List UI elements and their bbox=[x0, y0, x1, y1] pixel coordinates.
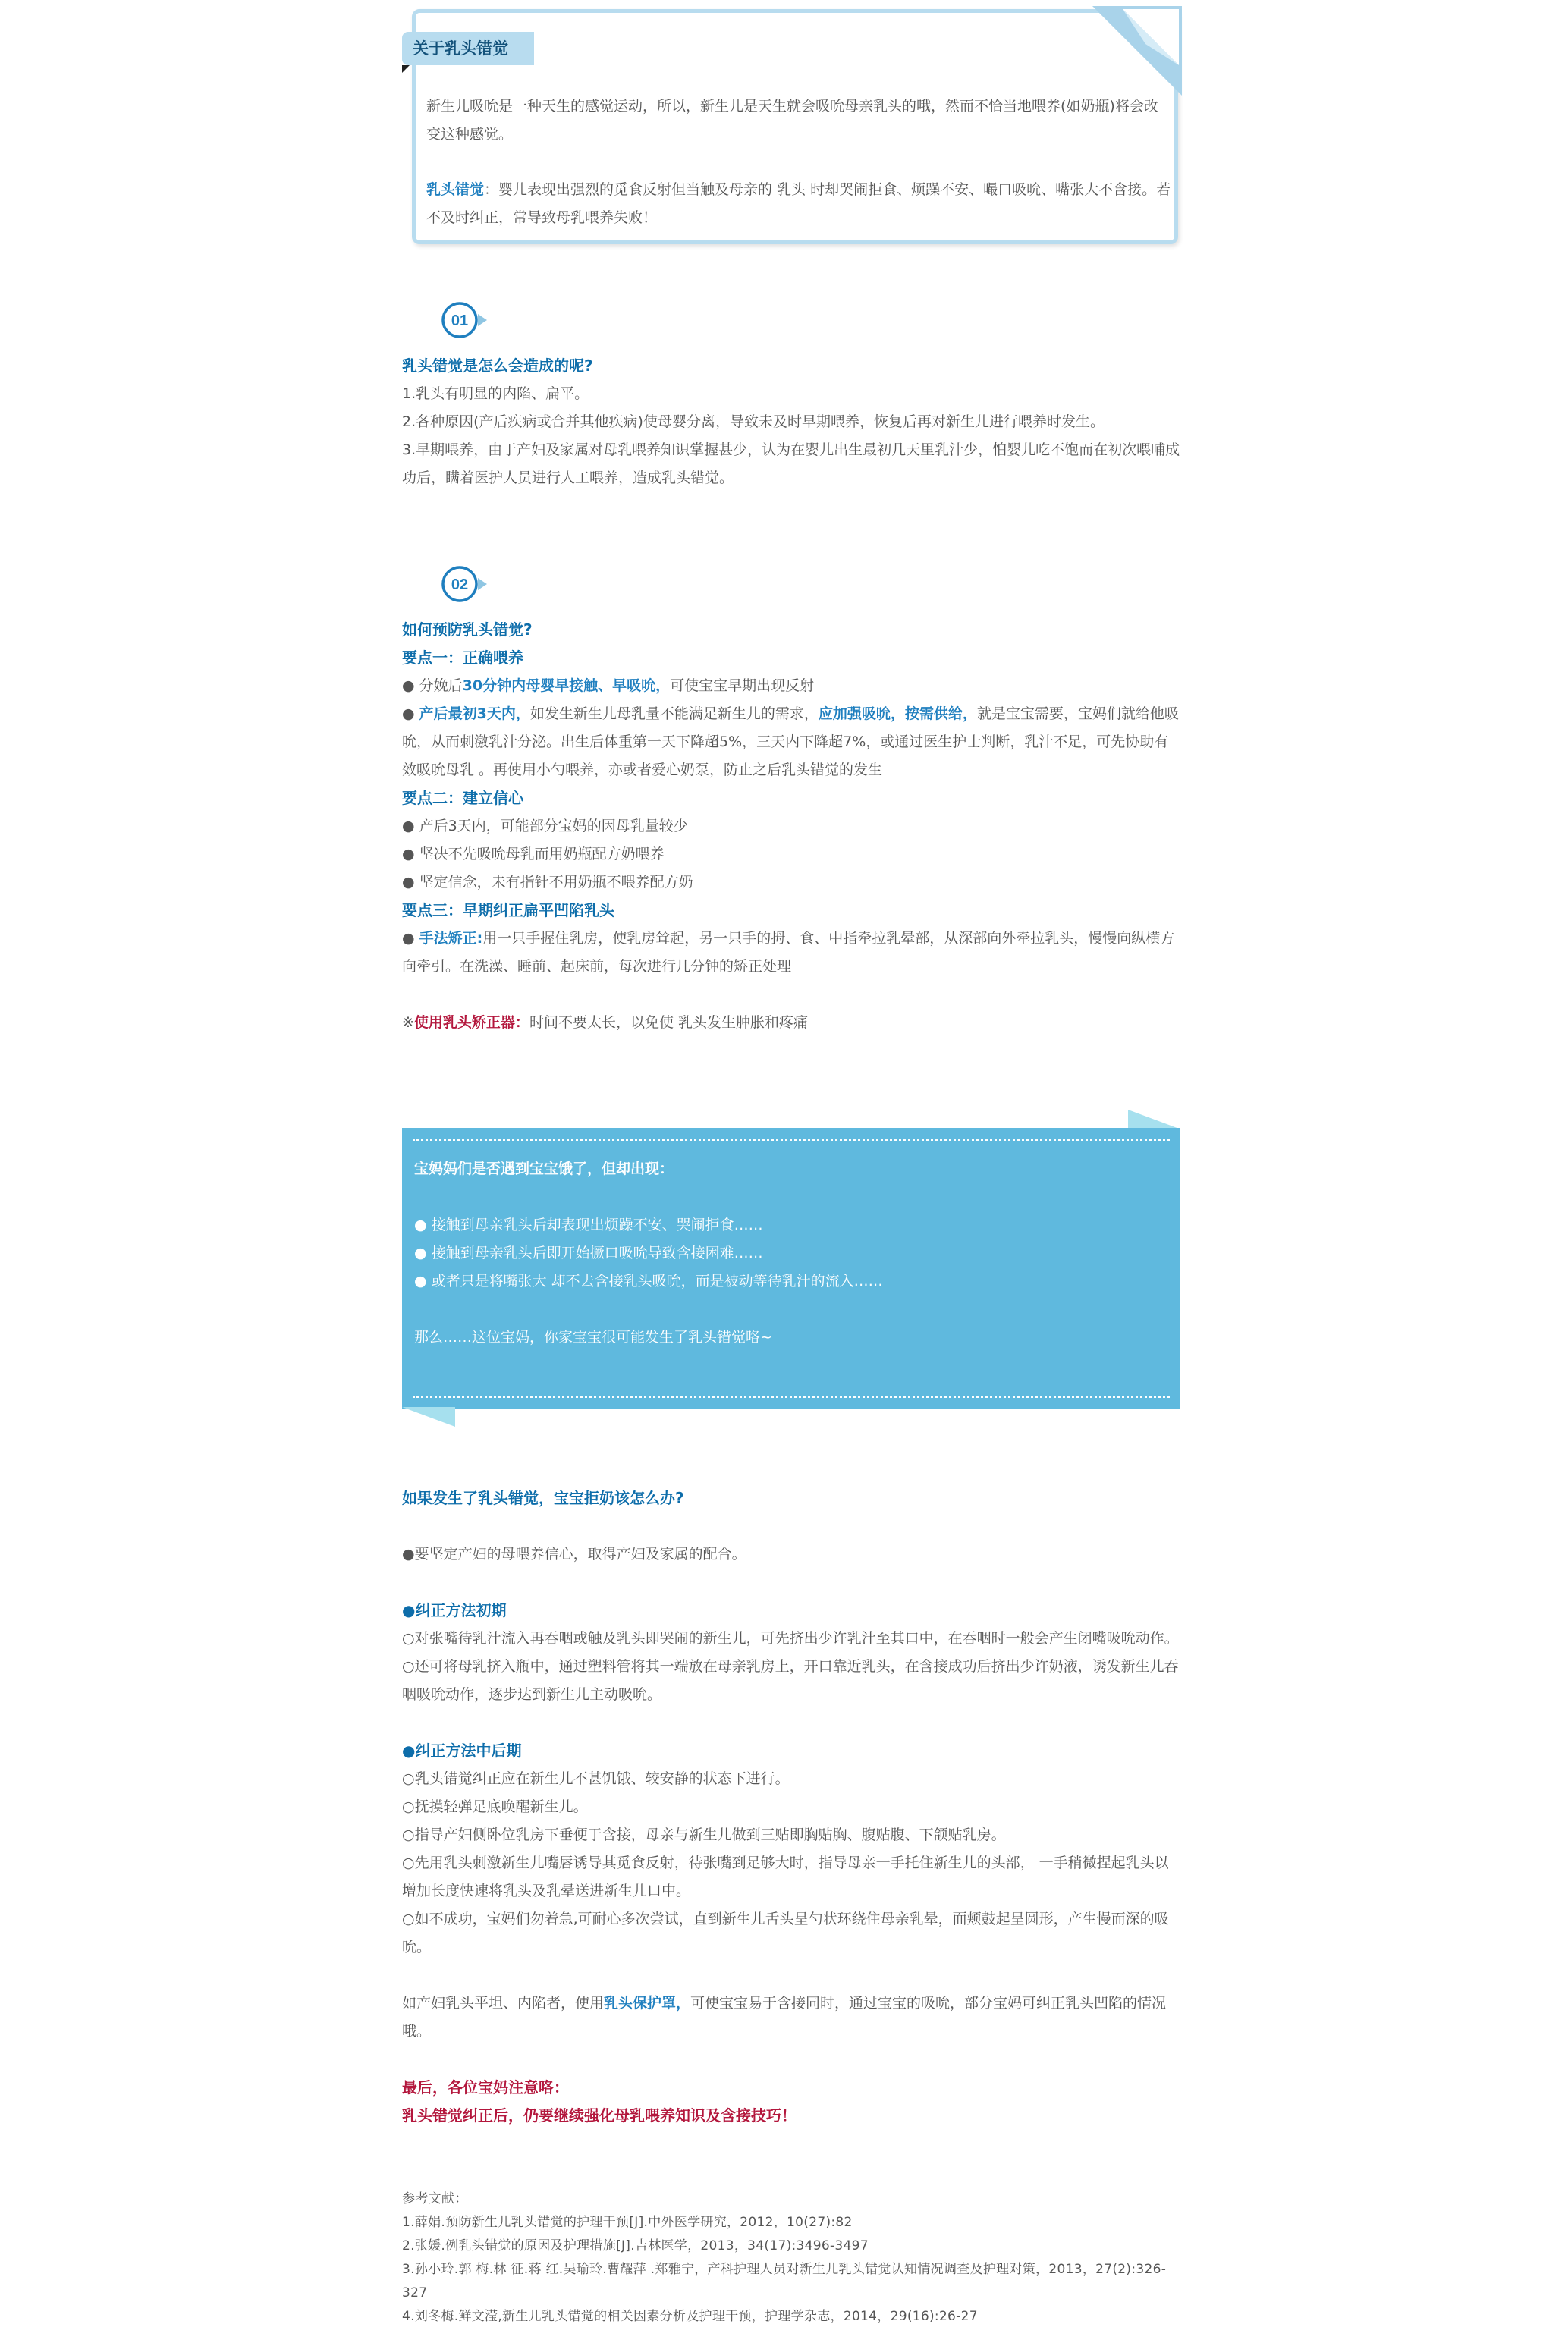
list-item: ○指导产妇侧卧位乳房下垂便于含接，母亲与新生儿做到三贴即胸贴胸、腹贴腹、下颌贴乳房。 bbox=[402, 1826, 1006, 1843]
page-curl-decoration bbox=[1092, 6, 1182, 96]
point-title: 要点一：正确喂养 bbox=[402, 649, 523, 667]
dotted-divider bbox=[413, 1396, 1170, 1398]
list-item: ○如不成功，宝妈们勿着急,可耐心多次尝试，直到新生儿舌头呈勺状环绕住母亲乳晕，面颊鼓起呈圆形，产生慢而深的吸吮。 bbox=[402, 1911, 1169, 1955]
paragraph: 如产妇乳头平坦、内陷者，使用乳头保护罩，可使宝宝易于含接同时，通过宝宝的吸吮，部分宝妈可纠正乳头凹陷的情况哦。 bbox=[402, 1995, 1167, 2040]
callout-ending: 那么……这位宝妈，你家宝宝很可能发生了乳头错觉咯~ bbox=[414, 1329, 772, 1346]
callout-content bbox=[414, 1155, 1165, 1352]
intro-paragraph: 新生儿吸吮是一种天生的感觉运动，所以，新生儿是天生就会吸吮母亲乳头的哦，然而不恰当地喂养(如奶瓶)将会改变这种感觉。 bbox=[426, 98, 1158, 143]
section-number-badge bbox=[440, 564, 493, 604]
list-item: ● 产后最初3天内，如发生新生儿母乳量不能满足新生儿的需求，应加强吸吮，按需供给，就是宝宝需要，宝妈们就给他吸吮，从而刺激乳汁分泌。出生后体重第一天下降超5%，三天内下降超7%，或通过医生护士判断，乳汁不足，可先协助有效吸吮母乳 。再使用小勺喂养，亦或者爱心奶泵，防止之后乳头错觉的发生 bbox=[402, 705, 1179, 778]
callout-box bbox=[402, 1128, 1180, 1409]
final-note: 最后，各位宝妈注意咯： bbox=[402, 2078, 569, 2097]
final-note: 乳头错觉纠正后，仍要继续强化母乳喂养知识及含接技巧！ bbox=[402, 2106, 797, 2125]
callout-title: 宝妈妈们是否遇到宝宝饿了，但却出现： bbox=[414, 1161, 674, 1177]
intro-body bbox=[426, 93, 1171, 232]
list-item: ● 产后3天内，可能部分宝妈的因母乳量较少 bbox=[402, 818, 688, 834]
callout-item: ● 接触到母亲乳头后即开始撅口吸吮导致含接困难…… bbox=[414, 1245, 763, 1261]
callout-item: ● 接触到母亲乳头后却表现出烦躁不安、哭闹拒食…… bbox=[414, 1217, 763, 1233]
emphasis-text: 应加强吸吮，按需供给， bbox=[818, 705, 977, 722]
intro-tag: 关于乳头错觉 bbox=[402, 32, 534, 65]
emphasis-text: 乳头保护罩， bbox=[604, 1995, 691, 2012]
note: ※使用乳头矫正器：时间不要太长，以免使 乳头发生肿胀和疼痛 bbox=[402, 1014, 808, 1031]
badge-number-02: 02 bbox=[451, 576, 469, 593]
badge-number-01: 01 bbox=[451, 313, 469, 329]
callout-flag-decoration bbox=[1128, 1110, 1181, 1129]
list-item: ● 坚决不先吸吮母乳而用奶瓶配方奶喂养 bbox=[402, 846, 665, 862]
tag-fold-decoration bbox=[402, 65, 410, 73]
section-remedy bbox=[402, 1484, 1180, 2130]
list-item: ● 手法矫正:用一只手握住乳房，使乳房耸起，另一只手的拇、食、中指牵拉乳晕部，从深部向外牵拉乳头，慢慢向纵横方向牵引。在洗澡、睡前、起床前，每次进行几分钟的矫正处理 bbox=[402, 930, 1175, 975]
list-item: ○先用乳头刺激新生儿嘴唇诱导其觅食反射，待张嘴到足够大时，指导母亲一手托住新生儿的头部， 一手稍微捏起乳头以增加长度快速将乳头及乳晕送进新生儿口中。 bbox=[402, 1855, 1169, 1899]
intro-definition-text: ：婴儿表现出强烈的觅食反射但当触及母亲的 乳头 时却哭闹拒食、烦躁不安、嘬口吸吮、嘴张大不含接。若 不及时纠正，常导致母乳喂养失败！ bbox=[426, 181, 1171, 226]
references-title: 参考文献： bbox=[402, 2191, 468, 2207]
section-prevention bbox=[402, 616, 1180, 1037]
list-item: ○抚摸轻弹足底唤醒新生儿。 bbox=[402, 1798, 588, 1815]
section-heading: 如果发生了乳头错觉，宝宝拒奶该怎么办? bbox=[402, 1489, 684, 1507]
list-item: 1.乳头有明显的内陷、扁平。 bbox=[402, 385, 589, 402]
point-title: 要点二：建立信心 bbox=[402, 789, 523, 807]
callout-item: ● 或者只是将嘴张大 却不去含接乳头吸吮，而是被动等待乳汁的流入…… bbox=[414, 1273, 883, 1289]
list-item: ● 分娩后30分钟内母婴早接触、早吸吮，可使宝宝早期出现反射 bbox=[402, 677, 815, 694]
reference-item: 2.张媛.例乳头错觉的原因及护理措施[J].吉林医学，2013，34(17):3496-3497 bbox=[402, 2238, 869, 2254]
list-item: ○还可将母乳挤入瓶中，通过塑料管将其一端放在母亲乳房上，开口靠近乳头，在含接成功后挤出少许奶液，诱发新生儿吞咽吸吮动作，逐步达到新生儿主动吸吮。 bbox=[402, 1658, 1179, 1703]
callout-flag-decoration bbox=[402, 1407, 455, 1427]
list-item: ○对张嘴待乳汁流入再吞咽或触及乳头即哭闹的新生儿，可先挤出少许乳汁至其口中，在吞咽时一般会产生闭嘴吸吮动作。 bbox=[402, 1630, 1179, 1647]
reference-item: 4.刘冬梅.鲜文滢,新生儿乳头错觉的相关因素分析及护理干预，护理学杂志，2014，29(16):26-27 bbox=[402, 2309, 978, 2324]
subsection-title: ●纠正方法初期 bbox=[402, 1601, 507, 1619]
emphasis-text: 产后最初3天内， bbox=[419, 705, 530, 722]
section-heading: 乳头错觉是怎么会造成的呢? bbox=[402, 356, 593, 375]
point-title: 要点三：早期纠正扁平凹陷乳头 bbox=[402, 901, 614, 919]
note-emphasis: 使用乳头矫正器： bbox=[413, 1014, 529, 1031]
intro-definition bbox=[426, 176, 1171, 232]
list-item: 3.早期喂养，由于产妇及家属对母乳喂养知识掌握甚少，认为在婴儿出生最初几天里乳汁少，怕婴儿吃不饱而在初次喂哺成功后，瞒着医护人员进行人工喂养，造成乳头错觉。 bbox=[402, 441, 1180, 486]
list-item: ○乳头错觉纠正应在新生儿不甚饥饿、较安静的状态下进行。 bbox=[402, 1770, 790, 1787]
dotted-divider bbox=[413, 1139, 1170, 1141]
subsection-title: ●纠正方法中后期 bbox=[402, 1742, 522, 1760]
section-heading: 如何预防乳头错觉? bbox=[402, 620, 533, 639]
section-causes bbox=[402, 352, 1180, 492]
emphasis-text: 手法矫正: bbox=[419, 930, 483, 947]
emphasis-text: 30分钟内母婴早接触、早吸吮， bbox=[462, 677, 671, 694]
reference-item: 3.孙小玲.郭 梅.林 征.蒋 红.吴瑜玲.曹耀萍 .郑雅宁，产科护理人员对新生儿乳头错觉认知情况调查及护理对策，2013，27(2):326-327 bbox=[402, 2262, 1167, 2301]
section-number-badge bbox=[440, 300, 493, 340]
reference-item: 1.薛娟.预防新生儿乳头错觉的护理干预[J].中外医学研究，2012，10(27):82 bbox=[402, 2215, 853, 2230]
paragraph: ●要坚定产妇的母喂养信心，取得产妇及家属的配合。 bbox=[402, 1546, 746, 1563]
list-item: ● 坚定信念，未有指针不用奶瓶不喂养配方奶 bbox=[402, 874, 693, 890]
intro-term: 乳头错觉 bbox=[426, 181, 485, 198]
list-item: 2.各种原因(产后疾病或合并其他疾病)使母婴分离，导致未及时早期喂养，恢复后再对新生儿进行喂养时发生。 bbox=[402, 413, 1105, 430]
references bbox=[402, 2188, 1180, 2329]
